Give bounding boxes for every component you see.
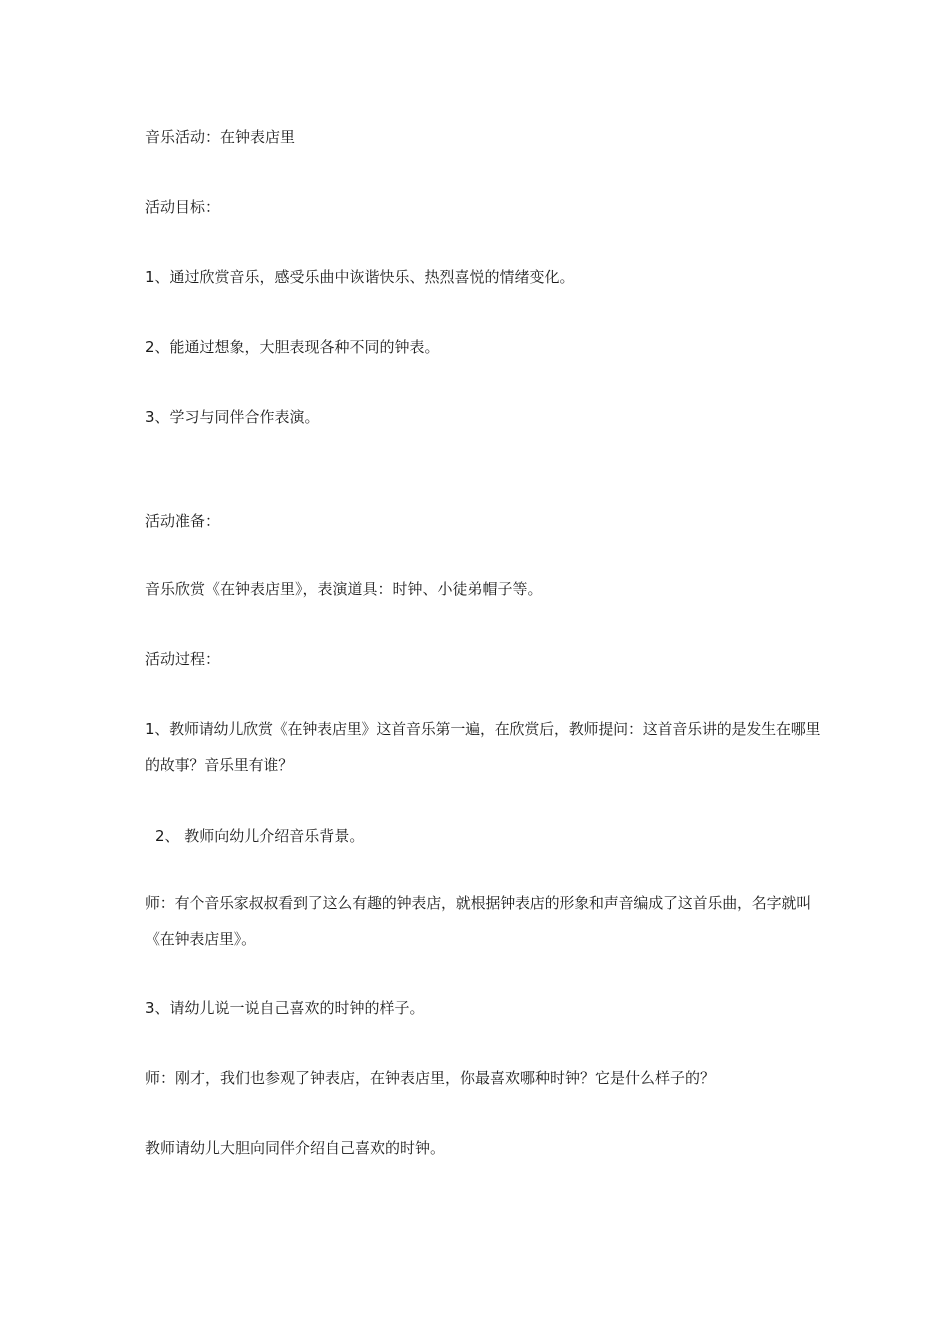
teacher-remark-2: 师：刚才，我们也参观了钟表店，在钟表店里，你最喜欢哪种时钟？它是什么样子的？ [145, 1069, 716, 1087]
prep-text: 音乐欣赏《在钟表店里》，表演道具：时钟、小徒弟帽子等。 [145, 580, 543, 598]
document-title: 音乐活动：在钟表店里 [145, 128, 296, 146]
teacher-remark-1: 师：有个音乐家叔叔看到了这么有趣的钟表店，就根据钟表店的形象和声音编成了这首乐曲，名字就叫《在钟表店里》。 [145, 894, 812, 948]
prep-heading: 活动准备： [145, 512, 221, 530]
process-step-3: 3、请幼儿说一说自己喜欢的时钟的样子。 [145, 999, 425, 1017]
goal-item-2: 2、能通过想象，大胆表现各种不同的钟表。 [145, 338, 440, 356]
teacher-instruction: 教师请幼儿大胆向同伴介绍自己喜欢的时钟。 [145, 1139, 446, 1157]
goal-item-1: 1、通过欣赏音乐，感受乐曲中诙谐快乐、热烈喜悦的情绪变化。 [145, 268, 575, 286]
process-heading: 活动过程： [145, 650, 221, 668]
process-step-1: 1、教师请幼儿欣赏《在钟表店里》这首音乐第一遍，在欣赏后，教师提问：这首音乐讲的是发生在哪里的故事？音乐里有谁？ [145, 720, 821, 774]
goal-item-3: 3、学习与同伴合作表演。 [145, 408, 320, 426]
goals-heading: 活动目标： [145, 198, 221, 216]
process-step-2: 2、 教师向幼儿介绍音乐背景。 [155, 827, 365, 845]
